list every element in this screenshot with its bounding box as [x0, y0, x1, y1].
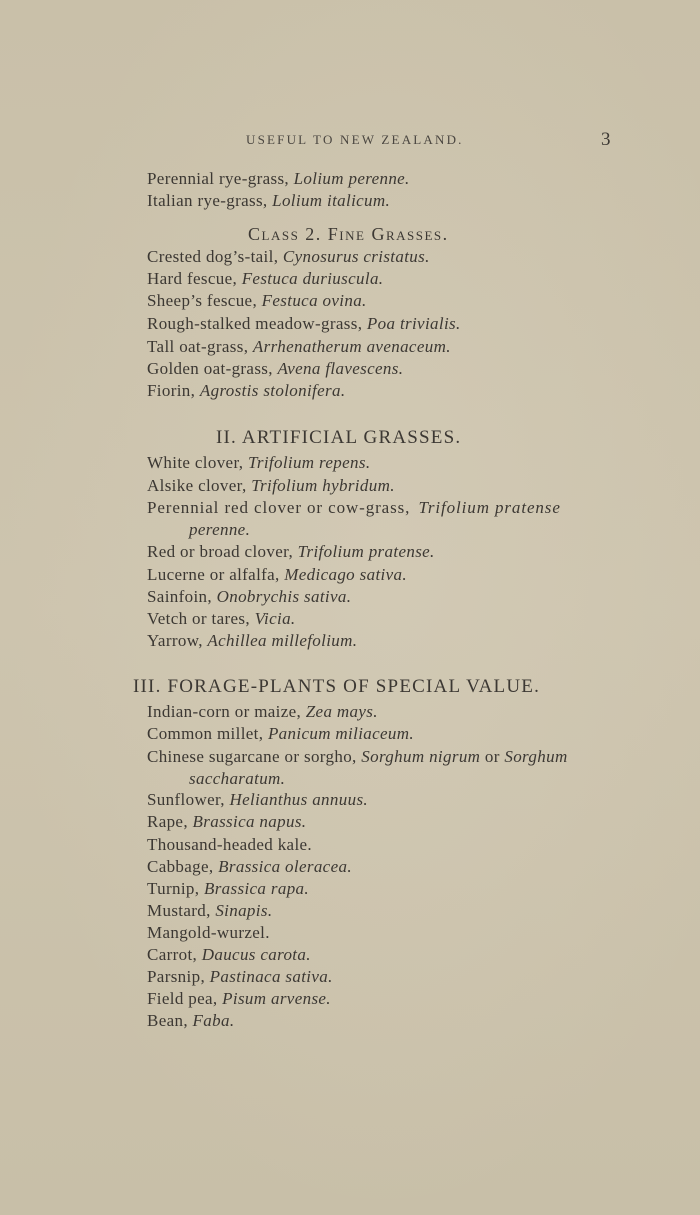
list-item: Thousand-headed kale.	[147, 835, 313, 854]
list-item: Italian rye-grass, Lolium italicum.	[147, 191, 391, 210]
list-item: Vetch or tares, Vicia.	[147, 609, 296, 628]
list-item: Field pea, Pisum arvense.	[147, 989, 331, 1008]
list-item: Sheep’s fescue, Festuca ovina.	[147, 291, 367, 310]
list-item: Common millet, Panicum miliaceum.	[147, 724, 414, 743]
section-heading: II. ARTIFICIAL GRASSES.	[216, 427, 462, 448]
list-item: Perennial rye-grass, Lolium perenne.	[147, 169, 410, 188]
list-item: White clover, Trifolium repens.	[147, 453, 371, 472]
list-item: Indian-corn or maize, Zea mays.	[147, 702, 378, 721]
list-item: Mangold-wurzel.	[147, 923, 270, 942]
running-head	[0, 129, 700, 152]
list-item: Sainfoin, Onobrychis sativa.	[147, 587, 352, 606]
list-item: Lucerne or alfalfa, Medicago sativa.	[147, 565, 407, 584]
running-title: USEFUL TO NEW ZEALAND.	[246, 132, 464, 147]
list-item: Perennial red clover or cow-grass, Trifolium pratense perenne.	[147, 498, 561, 539]
list-item: Hard fescue, Festuca duriuscula.	[147, 269, 384, 288]
list-item: Cabbage, Brassica oleracea.	[147, 857, 352, 876]
list-item: Yarrow, Achillea millefolium.	[147, 631, 358, 650]
list-item: Carrot, Daucus carota.	[147, 945, 311, 964]
list-item: Red or broad clover, Trifolium pratense.	[147, 542, 435, 561]
list-item: Alsike clover, Trifolium hybridum.	[147, 476, 395, 495]
list-item: Crested dog’s-tail, Cynosurus cristatus.	[147, 247, 430, 266]
list-item: Rape, Brassica napus.	[147, 812, 307, 831]
list-item: Golden oat-grass, Avena flavescens.	[147, 359, 404, 378]
list-item: Chinese sugarcane or sorgho, Sorghum nigrum or Sorghum saccharatum.	[147, 747, 568, 788]
class-heading: Class 2. Fine Grasses.	[248, 224, 449, 244]
list-item: Parsnip, Pastinaca sativa.	[147, 967, 333, 986]
list-item: Mustard, Sinapis.	[147, 901, 273, 920]
list-item: Fiorin, Agrostis stolonifera.	[147, 381, 346, 400]
list-item: Turnip, Brassica rapa.	[147, 879, 309, 898]
list-item: Sunflower, Helianthus annuus.	[147, 790, 369, 809]
list-item: Tall oat-grass, Arrhenatherum avenaceum.	[147, 337, 451, 356]
section-heading: III. FORAGE-PLANTS OF SPECIAL VALUE.	[133, 676, 541, 697]
list-item: Bean, Faba.	[147, 1011, 235, 1030]
list-item: Rough-stalked meadow-grass, Poa trivialis.	[147, 314, 461, 333]
page-number: 3	[601, 129, 611, 150]
